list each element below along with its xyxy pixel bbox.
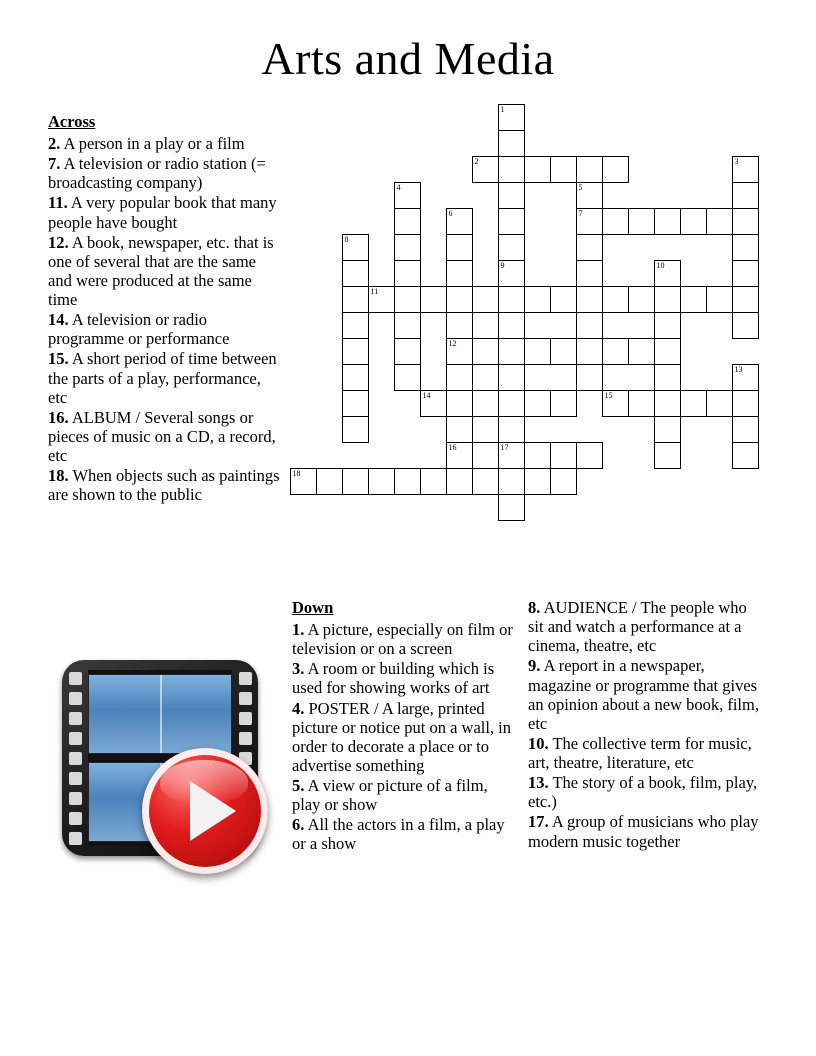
crossword-cell[interactable] (498, 286, 525, 313)
crossword-cell[interactable] (342, 286, 369, 313)
clue-text: ALBUM / Several songs or pieces of music on a CD, a record, etc (48, 407, 276, 465)
crossword-cell[interactable] (732, 416, 759, 443)
crossword-cell[interactable] (342, 390, 369, 417)
crossword-cell[interactable] (394, 234, 421, 261)
crossword-cell[interactable] (550, 156, 577, 183)
film-perforation (69, 692, 82, 705)
down-clue-13 (528, 773, 760, 811)
crossword-cell[interactable] (446, 338, 473, 365)
crossword-cell[interactable] (732, 234, 759, 261)
crossword-cell-number: 12 (448, 339, 457, 348)
crossword-cell[interactable] (498, 468, 525, 495)
crossword-cell[interactable] (680, 390, 707, 417)
crossword-cell[interactable] (706, 286, 733, 313)
film-perforation (69, 772, 82, 785)
film-strip-with-play-button-icon (58, 652, 282, 876)
crossword-cell[interactable] (732, 260, 759, 287)
down-clue-3 (292, 659, 520, 697)
crossword-cell[interactable] (732, 312, 759, 339)
clue-number: 12. (48, 232, 69, 252)
crossword-cell[interactable] (472, 338, 499, 365)
down-clue-list-right (528, 598, 760, 851)
crossword-cell-number: 7 (578, 209, 583, 218)
crossword-cell[interactable] (290, 468, 317, 495)
crossword-cell[interactable] (446, 364, 473, 391)
clue-number: 4. (292, 698, 305, 718)
clue-number: 17. (528, 812, 549, 832)
crossword-grid[interactable] (290, 104, 780, 564)
crossword-cell[interactable] (576, 208, 603, 235)
crossword-cell[interactable] (394, 208, 421, 235)
clue-text: A group of musicians who play modern music together (528, 812, 759, 851)
crossword-cell[interactable] (498, 182, 525, 209)
crossword-cell[interactable] (498, 338, 525, 365)
crossword-cell[interactable] (524, 442, 551, 469)
crossword-cell[interactable] (732, 286, 759, 313)
clue-number: 6. (292, 815, 305, 835)
clue-text: A report in a newspaper, magazine or programme that gives an opinion about a new book, film, etc (528, 656, 759, 733)
across-clue-2 (48, 134, 280, 153)
across-heading: Across (48, 112, 96, 131)
clue-number: 10. (528, 733, 549, 753)
clue-text: A very popular book that many people have bought (48, 193, 277, 232)
clue-text: All the actors in a film, a play or a show (292, 815, 505, 854)
clue-text: The collective term for music, art, theatre, literature, etc (528, 733, 752, 772)
crossword-cell[interactable] (446, 468, 473, 495)
crossword-cell[interactable] (342, 312, 369, 339)
crossword-cell[interactable] (394, 338, 421, 365)
crossword-cell-number: 17 (500, 443, 509, 452)
crossword-cell[interactable] (342, 234, 369, 261)
film-perforation (69, 792, 82, 805)
crossword-cell-number: 11 (370, 287, 379, 296)
crossword-cell[interactable] (498, 260, 525, 287)
crossword-cell[interactable] (342, 416, 369, 443)
crossword-cell[interactable] (602, 156, 629, 183)
crossword-cell-number: 18 (292, 469, 301, 478)
film-perforation (239, 692, 252, 705)
clue-number: 3. (292, 659, 305, 679)
crossword-cell[interactable] (576, 312, 603, 339)
crossword-cell[interactable] (654, 416, 681, 443)
crossword-cell[interactable] (394, 468, 421, 495)
film-perforation (69, 712, 82, 725)
crossword-cell-number: 5 (578, 183, 583, 192)
film-frame-top (88, 674, 232, 754)
clue-number: 11. (48, 193, 68, 213)
crossword-cell[interactable] (524, 390, 551, 417)
crossword-cell[interactable] (394, 182, 421, 209)
crossword-cell[interactable] (342, 338, 369, 365)
crossword-cell[interactable] (446, 390, 473, 417)
clue-number: 7. (48, 154, 61, 174)
crossword-cell[interactable] (420, 286, 447, 313)
down-clue-9 (528, 656, 760, 733)
clue-text: A picture, especially on film or television or on a screen (292, 620, 513, 659)
film-perforation (239, 732, 252, 745)
down-clue-1 (292, 620, 520, 658)
crossword-cell-number: 2 (474, 157, 479, 166)
across-clue-7 (48, 154, 280, 192)
crossword-cell[interactable] (550, 338, 577, 365)
clue-text: A television or radio station (= broadcasting company) (48, 154, 266, 193)
crossword-cell[interactable] (498, 234, 525, 261)
crossword-cell[interactable] (524, 156, 551, 183)
clue-text: A view or picture of a film, play or show (292, 776, 488, 815)
play-triangle-icon (190, 781, 236, 841)
down-clues-section-right (528, 598, 760, 852)
crossword-cell[interactable] (498, 390, 525, 417)
crossword-cell[interactable] (706, 208, 733, 235)
down-clue-list-left (292, 620, 520, 854)
crossword-cell[interactable] (654, 390, 681, 417)
crossword-cell-number: 13 (734, 365, 743, 374)
crossword-cell[interactable] (654, 208, 681, 235)
crossword-cell[interactable] (524, 468, 551, 495)
clue-number: 14. (48, 310, 69, 330)
crossword-cell[interactable] (732, 156, 759, 183)
film-perforation (69, 732, 82, 745)
crossword-cell[interactable] (654, 338, 681, 365)
crossword-cell[interactable] (680, 286, 707, 313)
crossword-cell[interactable] (446, 312, 473, 339)
crossword-cell-number: 1 (500, 105, 505, 114)
crossword-cell[interactable] (680, 208, 707, 235)
crossword-cell[interactable] (654, 260, 681, 287)
crossword-cell[interactable] (602, 390, 629, 417)
crossword-cell[interactable] (446, 260, 473, 287)
crossword-cell[interactable] (498, 130, 525, 157)
crossword-cell[interactable] (628, 286, 655, 313)
crossword-cell[interactable] (394, 312, 421, 339)
crossword-cell[interactable] (420, 468, 447, 495)
clue-text: A person in a play or a film (60, 134, 245, 153)
crossword-cell[interactable] (524, 286, 551, 313)
down-clues-section-left (292, 598, 520, 855)
crossword-cell[interactable] (732, 442, 759, 469)
crossword-cell-number: 9 (500, 261, 505, 270)
crossword-cell[interactable] (498, 104, 525, 131)
crossword-cell[interactable] (342, 468, 369, 495)
crossword-cell[interactable] (446, 208, 473, 235)
clue-text: The story of a book, film, play, etc.) (528, 773, 758, 812)
crossword-cell[interactable] (394, 260, 421, 287)
crossword-cell[interactable] (576, 156, 603, 183)
across-clue-14 (48, 310, 280, 348)
crossword-cell[interactable] (550, 468, 577, 495)
crossword-cell[interactable] (628, 390, 655, 417)
across-clue-15 (48, 349, 280, 406)
clue-text: A television or radio programme or performance (48, 310, 230, 349)
crossword-cell-number: 3 (734, 157, 739, 166)
crossword-cell[interactable] (576, 260, 603, 287)
crossword-cell[interactable] (498, 416, 525, 443)
crossword-cell[interactable] (498, 156, 525, 183)
crossword-cell-number: 4 (396, 183, 401, 192)
clue-text: AUDIENCE / The people who sit and watch a performance at a cinema, theatre, etc (528, 598, 747, 656)
crossword-cell[interactable] (342, 364, 369, 391)
crossword-cell[interactable] (602, 338, 629, 365)
crossword-cell[interactable] (602, 208, 629, 235)
crossword-cell[interactable] (524, 338, 551, 365)
crossword-cell[interactable] (628, 338, 655, 365)
film-perforation (239, 712, 252, 725)
crossword-cell[interactable] (654, 286, 681, 313)
crossword-cell[interactable] (550, 390, 577, 417)
crossword-cell[interactable] (706, 390, 733, 417)
clue-number: 16. (48, 407, 69, 427)
crossword-cell[interactable] (550, 442, 577, 469)
clue-text: A short period of time between the parts of a play, performance, etc (48, 349, 277, 407)
crossword-cell-number: 15 (604, 391, 613, 400)
crossword-cell[interactable] (472, 442, 499, 469)
clue-number: 15. (48, 349, 69, 369)
crossword-cell[interactable] (654, 364, 681, 391)
crossword-cell[interactable] (498, 364, 525, 391)
crossword-cell[interactable] (472, 390, 499, 417)
crossword-cell[interactable] (732, 182, 759, 209)
across-clue-12 (48, 233, 280, 310)
clue-text: When objects such as paintings are shown to the public (48, 466, 280, 505)
across-clue-list (48, 134, 280, 504)
crossword-cell[interactable] (602, 286, 629, 313)
crossword-cell[interactable] (472, 468, 499, 495)
crossword-cell[interactable] (654, 442, 681, 469)
crossword-cell[interactable] (368, 286, 395, 313)
down-clue-8 (528, 598, 760, 655)
crossword-cell[interactable] (576, 338, 603, 365)
crossword-cell-number: 10 (656, 261, 665, 270)
crossword-cell[interactable] (576, 442, 603, 469)
film-perforation (69, 812, 82, 825)
crossword-cell[interactable] (446, 234, 473, 261)
crossword-cell[interactable] (628, 208, 655, 235)
film-perforation (69, 672, 82, 685)
crossword-cell[interactable] (654, 312, 681, 339)
clue-text: A room or building which is used for showing works of art (292, 659, 495, 698)
clue-number: 1. (292, 620, 305, 639)
across-clue-16 (48, 408, 280, 465)
down-clue-17 (528, 812, 760, 850)
film-perforation (69, 752, 82, 765)
play-button-icon (142, 748, 268, 874)
crossword-cell[interactable] (498, 208, 525, 235)
across-clue-11 (48, 193, 280, 231)
clue-number: 5. (292, 776, 305, 795)
clue-number: 2. (48, 134, 61, 153)
clue-number: 18. (48, 466, 69, 486)
crossword-cell[interactable] (394, 286, 421, 313)
crossword-cell[interactable] (576, 182, 603, 209)
across-clue-18 (48, 466, 280, 504)
page-title: Arts and Media (261, 33, 555, 84)
clue-number: 13. (528, 773, 549, 793)
crossword-cell[interactable] (498, 442, 525, 469)
across-clues-section (48, 112, 280, 505)
crossword-cell[interactable] (446, 286, 473, 313)
crossword-cell[interactable] (732, 390, 759, 417)
crossword-cell[interactable] (420, 390, 447, 417)
crossword-cell[interactable] (576, 286, 603, 313)
down-clue-6 (292, 815, 520, 853)
clue-number: 8. (528, 598, 541, 617)
crossword-cell-number: 8 (344, 235, 349, 244)
crossword-cell[interactable] (342, 260, 369, 287)
crossword-cell[interactable] (316, 468, 343, 495)
down-clue-4 (292, 699, 520, 776)
crossword-cell[interactable] (550, 286, 577, 313)
crossword-cell[interactable] (498, 494, 525, 521)
crossword-cell[interactable] (498, 312, 525, 339)
crossword-cell[interactable] (472, 156, 499, 183)
crossword-cell-number: 6 (448, 209, 453, 218)
crossword-cell-number: 14 (422, 391, 431, 400)
crossword-cell[interactable] (446, 416, 473, 443)
clue-text: A book, newspaper, etc. that is one of several that are the same and were produced at the same time (48, 232, 274, 309)
crossword-cell[interactable] (576, 364, 603, 391)
crossword-cell-number: 16 (448, 443, 457, 452)
clue-number: 9. (528, 656, 541, 676)
crossword-cell[interactable] (732, 208, 759, 235)
crossword-cell[interactable] (732, 364, 759, 391)
clue-text: POSTER / A large, printed picture or notice put on a wall, in order to decorate a place or to advertise something (292, 698, 512, 775)
down-heading: Down (292, 598, 334, 617)
down-clue-10 (528, 734, 760, 772)
crossword-cell[interactable] (472, 286, 499, 313)
film-perforation (69, 832, 82, 845)
down-clue-5 (292, 776, 520, 814)
crossword-cell[interactable] (576, 234, 603, 261)
film-perforation (239, 672, 252, 685)
crossword-cell[interactable] (368, 468, 395, 495)
crossword-cell[interactable] (394, 364, 421, 391)
crossword-cell[interactable] (446, 442, 473, 469)
